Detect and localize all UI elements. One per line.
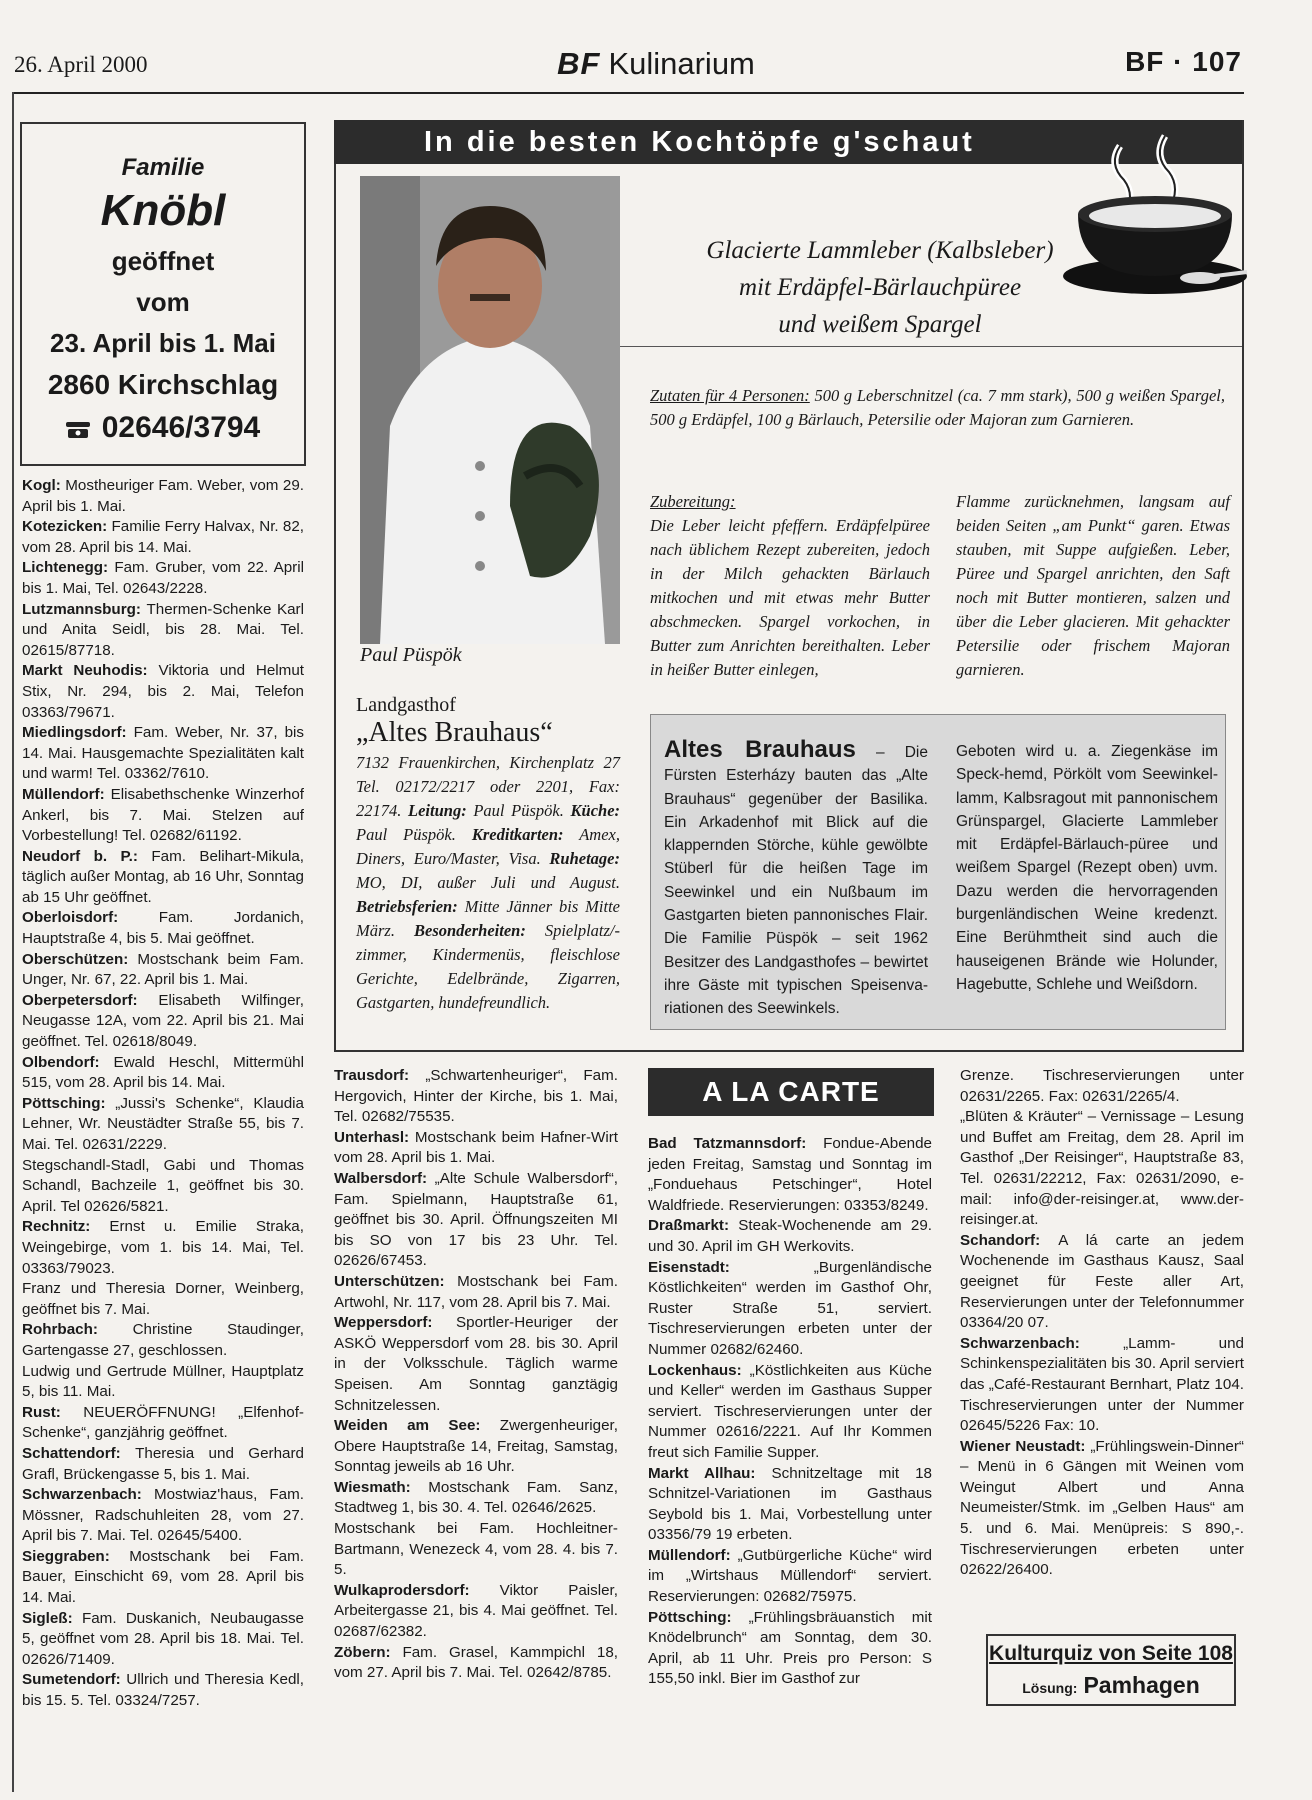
listing-entry — [22, 1320, 304, 1361]
listing-text: Viktor Paisler, Arbeitergasse 21, bis 4. Mai geöffnet. Tel. 02687/62382. — [334, 1581, 618, 1641]
listing-place: Weppersdorf: — [334, 1314, 456, 1332]
ad-phone-number: 02646/3794 — [101, 411, 261, 444]
listing-place: Lutzmannsburg: — [22, 600, 147, 618]
listing-text: Thermen-Schenke Karl und Anita Seidl, bis 28. Mai. Tel. 02615/87718. — [22, 600, 304, 659]
listing-entry — [22, 1156, 304, 1218]
recipe-title-line-3: und weißem Spargel — [778, 311, 982, 338]
preparation-text-1: Die Leber leicht pfeffern. Erdäpfelpüree nach üblichem Rezept zubereiten, jedoch in der Milch gehackten Bärlauch mitkochen und mit etwas mehr Butter abschmecken. Spargel vorkochen, in Butter zum Anrichten bereithalten. Leber in heißer Butter einlegen, — [650, 516, 930, 679]
listing-text: Mostschank bei Fam. Artwohl, Nr. 117, vom 28. April bis 7. Mai. — [334, 1272, 618, 1311]
listing-entry — [648, 1216, 932, 1257]
listing-text: Elisabeth Wilfinger, Neugasse 12A, vom 22. April bis 21. Mai geöffnet. Tel. 02618/8049. — [22, 991, 304, 1051]
listing-text: „Schwartenheuriger“, Fam. Hergovich, Hinter der Kirche, bis 1. Mai, Tel. 02682/75535. — [334, 1067, 618, 1126]
listing-place: Olbendorf: — [22, 1053, 114, 1071]
listing-place: Schandorf: — [960, 1231, 1059, 1249]
listing-entry — [22, 558, 304, 599]
listing-place: Trausdorf: — [334, 1067, 426, 1084]
chef-illustration — [360, 176, 620, 644]
listing-text: Mostschank bei Fam. Hochleitner-Bartmann, Wenezeck 4, vom 28. 4. bis 7. 5. — [334, 1520, 618, 1579]
ad-place: 2860 Kirchschlag — [47, 369, 279, 400]
kredit-label: Kreditkarten: — [471, 825, 564, 844]
listing-entry — [334, 1478, 618, 1519]
ingredients-text: 500 g Leberschnitzel (ca. 7 mm stark), 500 g weißen Spargel, 500 g Erdäpfel, 100 g Bärlauch, Petersilie oder Majoran zum Garnieren. — [650, 386, 1225, 429]
gasthof-address: 7132 Frauenkirchen, Kirchenplatz 27 Tel. 02172/2217 oder 2201, Fax: 22174. — [356, 753, 620, 820]
ad-knoebl — [20, 122, 306, 466]
listing-entry — [22, 847, 304, 909]
listing-text: „Gutbürgerliche Küche“ wird im „Wirtshaus Müllendorf“ serviert. Reservierungen: 02682/75975. — [648, 1546, 932, 1606]
ad-from: vom — [136, 287, 190, 317]
recipe-title-line-2: mit Erdäpfel-Bärlauchpüree — [738, 274, 1022, 301]
listing-entry — [334, 1643, 618, 1684]
listing-place: Sumetendorf: — [22, 1671, 127, 1689]
recipe-title-line-1: Glacierte Lammleber (Kalbsleber) — [706, 237, 1054, 264]
listing-place: Oberpetersdorf: — [22, 991, 159, 1009]
listing-text: Viktoria und Helmut Stix, Nr. 294, bis 2. Mai, Telefon 03363/79671. — [22, 662, 304, 721]
page-number: BF · 107 — [1125, 46, 1242, 77]
ad-phone — [22, 411, 304, 445]
listing-text: Fam. Jordanich, Hauptstraße 4, bis 5. Mai geöffnet. — [22, 909, 304, 948]
listing-place: Weiden am See: — [334, 1417, 500, 1435]
listing-place: Pöttsching: — [22, 1094, 116, 1112]
listing-entry — [648, 1546, 932, 1608]
listing-text: Franz und Theresia Dorner, Weinberg, geöffnet bis 7. Mai. — [22, 1280, 304, 1318]
listing-text: „Frühlingsbräuanstich mit Knödelbrunch“ am Sonntag, dem 30. April, ab 11 Uhr. Preis pro Person: S 155,50 inkl. Bier im Gasthof zur — [648, 1608, 932, 1688]
listings-col-3 — [648, 1134, 932, 1690]
listing-entry — [22, 1547, 304, 1609]
preparation-col-2: Flamme zurücknehmen, langsam auf beiden Seiten „am Punkt“ garen. Etwas stauben, mit Suppe aufgießen. Leber, Püree und Spargel anrichten, den Saft noch mit Butter montieren, salzen und über die Leber glacieren. Mit gehackter Petersilie oder frischem Majoran garnieren. — [956, 492, 1230, 679]
listing-text: Steak-Wochenende am 29. und 30. April im GH Werkovits. — [648, 1217, 932, 1255]
listing-entry — [22, 1362, 304, 1403]
listing-place: Oberloisdorf: — [22, 909, 159, 927]
listing-place: Markt Allhau: — [648, 1464, 772, 1482]
ingredients — [650, 384, 1225, 432]
quiz-label: Lösung: — [1022, 1680, 1078, 1696]
listing-text: Mostschank Fam. Sanz, Stadtweg 1, bis 30. 4. Tel. 02646/2625. — [334, 1478, 618, 1517]
listing-text: „Köstlichkeiten aus Küche und Keller“ werden im Gasthaus Supper serviert. Tischreservierungen unter der Nummer 02616/2221. Auf Ihr Kommen freut sich Familie Supper. — [648, 1361, 932, 1461]
listing-entry — [22, 1403, 304, 1444]
listing-text: A lá carte an jedem Wochenende im Gasthaus Kausz, Saal geeignet für Feste aller Art, Reservierungen unter der Telefonnummer 03364/20 07. — [960, 1231, 1244, 1332]
listing-entry — [22, 908, 304, 949]
listing-entry — [648, 1258, 932, 1361]
besonder-label: Besonderheiten: — [413, 921, 526, 940]
listing-place: Sieggraben: — [22, 1547, 130, 1565]
preparation-label: Zubereitung: — [650, 492, 736, 511]
listing-place: Unterhasl: — [334, 1128, 415, 1146]
listings-left — [22, 476, 304, 1712]
listing-text: „Alte Schule Walbersdorf“, Fam. Spielmann, Hauptstraße 61, geöffnet bis 30. April. Öffnungszeiten MI bis SO von 17 bis 23 Uhr. Tel. 02626/67453. — [334, 1169, 618, 1270]
quiz-answer: Pamhagen — [1083, 1672, 1200, 1698]
listing-text: Elisabethschenke Winzerhof Ankerl, bis 7. Mai. Stelzen auf Vorbestellung! Tel. 02682/61192. — [22, 785, 304, 845]
listing-text: „Lamm- und Schinkenspezialitäten bis 30. April serviert das „Café-Restaurant Bernhart, Platz 104. Tischreservierungen unter der Nummer 02645/5226 Fax: 10. — [960, 1334, 1244, 1435]
listing-text: Fam. Gruber, vom 22. April bis 1. Mai, Tel. 02643/2228. — [22, 559, 304, 597]
listing-text: Zwergenheuriger, Obere Hauptstraße 14, Freitag, Samstag, Sonntag jeweils ab 16 Uhr. — [334, 1417, 618, 1476]
listing-entry — [22, 1094, 304, 1156]
listing-entry — [22, 1609, 304, 1671]
listing-entry — [648, 1608, 932, 1690]
listing-entry — [334, 1519, 618, 1581]
recipe-rule — [620, 346, 1242, 347]
ferien-label: Betriebsferien: — [356, 897, 458, 916]
listing-entry — [22, 1279, 304, 1320]
listing-place: Walbersdorf: — [334, 1169, 435, 1187]
listing-place: Müllendorf: — [648, 1546, 738, 1564]
listings-col-2 — [334, 1066, 618, 1684]
leitung: Paul Püspök. — [466, 801, 564, 820]
listing-place: Neudorf b. P.: — [22, 847, 152, 865]
info-body-1: – Die Fürsten Esterházy bauten das „Alte Brauhaus“ gegenüber der Basilika. Ein Arkadenhof mit Blick auf die klappernden Störche, kühle gewölbte Stüberl für die heißen Tage im Seewinkel und ein Nußbaum im Gastgarten bieten pannonisches Flair. Die Familie Püspök – seit 1962 Besitzer des Landgasthofes – bewirtet ihre Gäste mit typischen Speisenva-riationen des Seewinkels. — [664, 744, 928, 1018]
listing-entry — [22, 1485, 304, 1547]
listing-place: Pöttsching: — [648, 1608, 749, 1626]
listing-entry — [22, 661, 304, 723]
left-edge-rule — [12, 92, 14, 1792]
listing-place: Lichtenegg: — [22, 559, 115, 577]
listing-text: Stegschandl-Stadl, Gabi und Thomas Schandl, Bachzeile 1, geöffnet bis 30. April. Tel 02626/5821. — [22, 1156, 304, 1215]
ruhe: MO, DI, außer Juli und August. — [356, 873, 620, 892]
listing-place: Rohrbach: — [22, 1321, 133, 1339]
listing-place: Wiesmath: — [334, 1478, 429, 1496]
listing-text: „Burgenländische Köstlichkeiten“ werden im Gasthof Ohr, Ruster Straße 51, serviert. Tischreservierungen erbeten unter der Nummer 02682/62460. — [648, 1258, 932, 1358]
alacarte-heading: A LA CARTE — [648, 1068, 934, 1116]
listing-entry — [22, 723, 304, 785]
listing-entry — [22, 950, 304, 991]
ad-open: geöffnet — [111, 246, 215, 276]
listing-place: Markt Neuhodis: — [22, 662, 159, 680]
listing-text: Christine Staudinger, Gartengasse 27, geschlossen. — [22, 1321, 304, 1359]
listing-place: Müllendorf: — [22, 785, 111, 803]
gasthof-details — [356, 751, 620, 1015]
listing-place: Rust: — [22, 1403, 84, 1421]
listing-text: Ernst u. Emilie Straka, Weingebirge, vom 1. bis 14. Mai, Tel. 03363/79023. — [22, 1218, 304, 1277]
listing-entry — [22, 1444, 304, 1485]
listing-text: Ludwig und Gertrude Müllner, Hauptplatz 5, bis 11. Mai. — [22, 1362, 304, 1401]
listing-text: Familie Ferry Halvax, Nr. 82, vom 28. April bis 14. Mai. — [22, 518, 304, 556]
listing-entry — [334, 1272, 618, 1313]
listing-text: NEUERÖFFNUNG! „Elfenhof-Schenke“, ganzjährig geöffnet. — [22, 1403, 304, 1442]
listing-entry — [22, 600, 304, 662]
ad-name: Knöbl — [100, 186, 226, 235]
listing-text: Grenze. Tischreservierungen unter 02631/2265. Fax: 02631/2265/4. — [960, 1067, 1244, 1105]
listing-entry — [334, 1169, 618, 1272]
listing-text: Sportler-Heuriger der ASKÖ Weppersdorf vom 28. bis 30. April in der Volksschule. Täglich warme Speisen. Am Sonntag ganztägig Schnitzelessen. — [334, 1314, 618, 1414]
listing-place: Wiener Neustadt: — [960, 1437, 1091, 1455]
listing-text: Fam. Belihart-Mikula, täglich außer Montag, ab 16 Uhr, Sonntag ab 15 Uhr geöffnet. — [22, 847, 304, 906]
listing-place: Rechnitz: — [22, 1218, 110, 1236]
listing-text: Mostheuriger Fam. Weber, vom 29. April bis 1. Mai. — [22, 477, 304, 515]
listing-place: Eisenstadt: — [648, 1258, 814, 1276]
kueche: Paul Püspök. — [356, 825, 456, 844]
listings-col-4 — [960, 1066, 1244, 1581]
listing-entry — [22, 1670, 304, 1711]
listing-place: Sigleß: — [22, 1609, 82, 1627]
listing-place: Wulkaprodersdorf: — [334, 1581, 500, 1599]
listing-entry — [960, 1066, 1244, 1107]
ruhe-label: Ruhetage: — [549, 849, 620, 868]
listing-entry — [334, 1581, 618, 1643]
listing-entry — [334, 1066, 618, 1128]
listing-entry — [960, 1107, 1244, 1231]
listing-place: Unterschützen: — [334, 1272, 458, 1290]
issue-date: 26. April 2000 — [14, 52, 148, 77]
feature-banner: In die besten Kochtöpfe g'schaut — [334, 120, 1242, 164]
listing-text: Ullrich und Theresia Kedl, bis 15. 5. Tel. 03324/7257. — [22, 1671, 304, 1710]
besonder: Spielplatz/-zimmer, Kindermenüs, fleischlose Gerichte, Edelbrände, Zigarren, Gastgarten, hundefreundlich. — [356, 921, 620, 1012]
gasthof-info — [356, 694, 620, 1015]
quiz-title: Kulturquiz von Seite 108 — [989, 1642, 1233, 1665]
chef-photo — [360, 176, 620, 644]
listing-place: Schwarzenbach: — [960, 1334, 1124, 1352]
listing-text: „Jussi's Schenke“, Klaudia Lehner, Wr. Neustädter Straße 55, bis 7. Mai. Tel. 02631/2229. — [22, 1094, 304, 1153]
listing-entry — [22, 785, 304, 847]
recipe-title — [620, 232, 1140, 343]
listing-entry — [22, 517, 304, 558]
listing-text: Fam. Weber, Nr. 37, bis 14. Mai. Hausgemachte Spezialitäten kalt und warm! Tel. 03362/7610. — [22, 724, 304, 783]
listing-text: Schnitzeltage mit 18 Schnitzel-Variationen im Gasthaus Seybold bis 1. Mai, Vorbestellung unter 03356/79 19 erbeten. — [648, 1464, 932, 1544]
listing-text: Fam. Grasel, Kammpichl 18, vom 27. April bis 7. Mai. Tel. 02642/8785. — [334, 1643, 618, 1682]
listing-text: Mostschank beim Fam. Unger, Nr. 67, 22. April bis 1. Mai. — [22, 950, 304, 989]
listing-entry — [22, 476, 304, 517]
section-name: Kulinarium — [608, 46, 755, 81]
listing-text: „Frühlingswein-Dinner“ – Menü in 6 Gängen mit Weinen vom Weingut Albert und Anna Neumeister/Stmk. im „Gelben Haus“ am 5. und 6. Mai. Menüpreis: S 890,-. Tischreservierungen erbeten unter 02622/26400. — [960, 1437, 1244, 1579]
listing-place: Lockenhaus: — [648, 1361, 750, 1379]
listing-entry — [22, 1053, 304, 1094]
gasthof-type: Landgasthof — [356, 694, 456, 716]
ingredients-label: Zutaten für 4 Personen: — [650, 386, 810, 405]
listing-place: Kotezicken: — [22, 518, 112, 536]
listing-place: Zöbern: — [334, 1643, 403, 1661]
brand-logo: BF — [557, 46, 601, 81]
gasthof-name: „Altes Brauhaus“ — [356, 717, 553, 748]
listing-text: Fam. Duskanich, Neubaugasse 5, geöffnet vom 28. April bis 18. Mai. Tel. 02626/71409. — [22, 1609, 304, 1668]
info-text-1 — [664, 738, 928, 1021]
listing-entry — [22, 991, 304, 1053]
quiz-solution — [988, 1672, 1234, 1699]
phone-icon — [66, 419, 90, 439]
listing-place: Oberschützen: — [22, 950, 138, 968]
listing-text: Fondue-Abende jeden Freitag, Samstag und Sonntag im „Fonduehaus Petschinger“, Hotel Waldfriede. Reservierungen: 03353/8249. — [648, 1135, 932, 1214]
listing-place: Schwarzenbach: — [22, 1486, 154, 1504]
listing-text: Mostschank beim Hafner-Wirt vom 28. April bis 1. Mai. — [334, 1128, 618, 1167]
listing-text: Mostwiaz'haus, Fam. Mössner, Radschuhleiten 28, vom 27. April bis 7. Mai. Tel. 02645/5400. — [22, 1486, 304, 1545]
listing-entry — [648, 1464, 932, 1546]
info-title: Altes Brauhaus — [664, 736, 856, 763]
listing-text: Mostschank bei Fam. Bauer, Einschicht 69, vom 28. April bis 14. Mai. — [22, 1547, 304, 1607]
ad-dates: 23. April bis 1. Mai — [50, 328, 276, 358]
listing-place: Miedlingsdorf: — [22, 724, 134, 742]
chef-caption: Paul Püspök — [360, 644, 462, 666]
listing-place: Draßmarkt: — [648, 1217, 739, 1235]
listing-entry — [648, 1134, 932, 1216]
kredit: Amex, Diners, Euro/Master, Visa. — [356, 825, 620, 868]
quiz-box — [986, 1634, 1236, 1706]
section-title — [0, 46, 1312, 82]
listing-entry — [960, 1437, 1244, 1581]
listing-text: „Blüten & Kräuter“ – Vernissage – Lesung und Buffet am Freitag, dem 28. April im Gasthof „Der Reisinger“, Hauptstraße 83, Tel. 02631/22212, Fax: 02631/2090, e-mail: info@der-reisinger.at, www.der-reisinger.at. — [960, 1108, 1244, 1229]
header-rule — [12, 92, 1244, 94]
listing-text: Theresia und Gerhard Grafl, Brückengasse 5, bis 1. Mai. — [22, 1444, 304, 1483]
kueche-label: Küche: — [570, 801, 621, 820]
ad-family: Familie — [121, 154, 205, 181]
listing-entry — [960, 1334, 1244, 1437]
listing-place: Bad Tatzmannsdorf: — [648, 1135, 824, 1152]
listing-entry — [334, 1313, 618, 1416]
ferien: Mitte Jänner bis Mitte März. — [356, 897, 620, 940]
info-text-2: Geboten wird u. a. Ziegenkäse im Speck-hemd, Pörkölt vom Seewinkel-lamm, Kalbsragout mit pannonischem Grünspargel, Glacierte Lammleber mit Erdäpfel-Bärlauch-püree und weißem Spargel (Rezept oben) uvm. Dazu werden die hervorragenden burgenländischen Weine kredenzt. Eine Berühmtheit sind auch die hauseigenen Brände wie Holunder, Hagebutte, Schlehe und Weißdorn. — [956, 743, 1218, 993]
leitung-label: Leitung: — [408, 801, 467, 820]
listing-entry — [648, 1361, 932, 1464]
listing-entry — [960, 1231, 1244, 1334]
listing-entry — [22, 1217, 304, 1279]
listing-place: Kogl: — [22, 477, 66, 494]
preparation-col-1 — [650, 490, 930, 682]
listing-place: Schattendorf: — [22, 1444, 136, 1462]
listing-entry — [334, 1128, 618, 1169]
listing-text: Ewald Heschl, Mittermühl 515, vom 28. April bis 14. Mai. — [22, 1053, 304, 1092]
listing-entry — [334, 1416, 618, 1478]
